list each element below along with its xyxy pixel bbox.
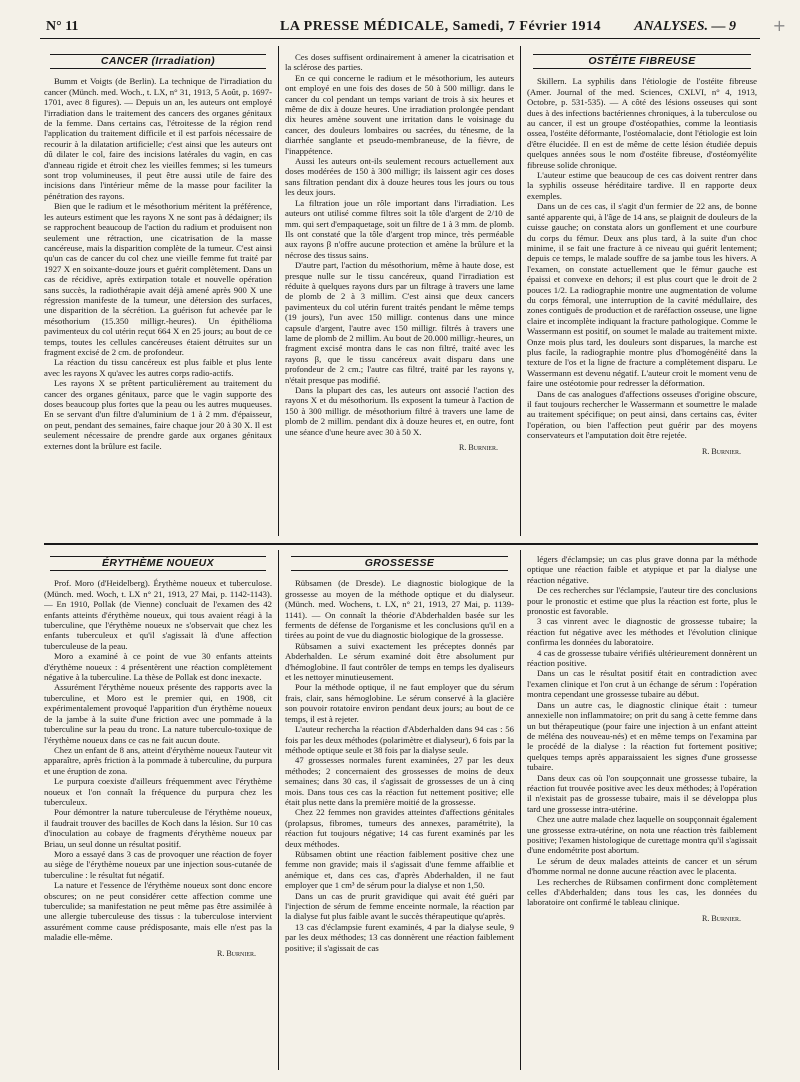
signature: R. Burnier. xyxy=(216,948,256,958)
column-divider xyxy=(520,46,521,536)
column-erytheme xyxy=(44,554,272,1074)
article-paragraph: D'autre part, l'action du mésothorium, même à haute dose, est presque nulle sur le tissu cancéreux, quand l'irradiation est réduite à quelques rayons durs par un filtrage à travers une lame de plomb de 2 à 3 millim. C'est ainsi que deux cancers pavimenteux du col utérin furent traités pendant le même temps (19 jours), l'un avec 150 milligr. contenus dans une mince capsule d'argent, l'autre avec 150 milligr. filtrés à travers une lame de plomb de 2 millim. Au bout de 20.000 milligr.-heures, un fragment excisé montra dans le cas non filtré, traité avec les rayons β, que le tissu cancéreux avait disparu dans une profondeur de 2 cm.; l'autre cas filtré, traité par les rayons γ, n'était presque pas modifié. xyxy=(285,260,514,385)
journal-title: LA PRESSE MÉDICALE, Samedi, 7 Février 1914 xyxy=(280,19,601,34)
article-paragraph: L'auteur estime que beaucoup de ces cas doivent rentrer dans la syphilis osseuse héréditaire tardive. Il en rapporte deux exemples. xyxy=(527,170,757,201)
page-header xyxy=(40,16,760,39)
rubric-osteite: OSTÉITE FIBREUSE xyxy=(533,54,751,69)
rubric-cancer: CANCER (Irradiation) xyxy=(50,54,266,69)
article-paragraph: Bumm et Voigts (de Berlin). La technique de l'irradiation du cancer (Münch. med. Woch., t. LX, n° 31, 1913, 5 Août, p. 1697-1701, avec 8 figures). — Depuis un an, les auteurs ont employé l'irradiation dans le traitement des cancers des organes génitaux de la femme. Dans certains cas, l'étroitesse de la région rend l'application du traitement difficile et il est parfois nécessaire de recourir à la dilatation artificielle; c'est ainsi que les auteurs ont dû dilater le col, faire des incisions latérales du vagin, en cas d'anneau rigide et étroit chez les vieilles femmes; si les tumeurs sont trop volumineuses, il peut être aussi utile de faire des incisions dans l'intérieur même de la masse pour faciliter la pénétration des rayons. xyxy=(44,76,272,201)
signature: R. Burnier. xyxy=(701,913,741,923)
article-paragraph: 47 grossesses normales furent examinées, 27 par les deux méthodes; 2 concernaient des grossesses de moins de deux semaines; dans 30 cas, il s'agissait de grossesses de un à cinq mois. Dans tous ces cas la réaction fut nettement positive; elle était plus nette dans la première moitié de la grossesse. xyxy=(285,755,514,807)
column-grossesse-cont xyxy=(527,554,757,1074)
article-paragraph: Ces doses suffisent ordinairement à amener la cicatrisation et la sclérose des parties. xyxy=(285,52,514,73)
article-paragraph: Bien que le radium et le mésothorium méritent la préférence, les auteurs estiment que les rayons X ne sont pas à dédaigner; ils se rapprochent beaucoup de l'action du radium et produisent non seulement une rétraction, une cicatrisation de la masse cancéreuse, mais la disparition complète de la tumeur. C'est ainsi qu'un cas de cancer du col chez une vieille femme fut traité par 1927 X en soixante-douze jours et guérit complètement. Dans un cas de récidive, après extirpation totale et nouvelle opération sans succès, la radiothérapie avait déjà amené après 900 X une régression manifeste de la tumeur, une détersion des surfaces, une disparition de la sécrétion. La guérison fut achevée par le mésothorium (15.350 milligr.-heures). Un épithélioma pavimenteux du col utérin reçut 664 X en 25 jours; au bout de ce temps, toutes les cellules cancéreuses étaient détruites sur un fragment excisé de 2 cm. de profondeur. xyxy=(44,201,272,357)
article-paragraph: Rübsamen (de Dresde). Le diagnostic biologique de la grossesse au moyen de la méthode optique et du dialyseur. (Münch. med. Wochens, t. LX, n° 21, 1913, 27 Mai, p. 1139-1141). — On connaît la théorie d'Abderhalden basée sur les ferments de défense de l'organisme et les conclusions qu'il en a tirées au point de vue du diagnostic biologique de la grossesse. xyxy=(285,578,514,641)
article-paragraph: Moro a examiné à ce point de vue 30 enfants atteints d'érythème noueux : 4 présentèrent une réaction complètement négative à la tuberculine. La thèse de Pollak est donc inexacte. xyxy=(44,651,272,683)
article-paragraph: Rübsamen a suivi exactement les préceptes donnés par Abderhalden. Le sérum examiné doit être absolument pur d'hémoglobine. Il faut contrôler de temps en temps les dyaliseurs et les nettoyer minutieusement. xyxy=(285,640,514,683)
signature: R. Burnier. xyxy=(458,443,498,453)
page-number: N° 11 xyxy=(46,19,79,34)
rubric-erytheme: ÉRYTHÈME NOUEUX xyxy=(50,556,266,571)
article-paragraph: Aussi les auteurs ont-ils seulement recours actuellement aux doses modérées de 150 à 300 milligr; ils laissent agir ces doses sans filtration pendant dix à douze heures tous les jours ou tous les deux jours. xyxy=(285,156,514,198)
column-grossesse xyxy=(285,554,514,1074)
column-divider xyxy=(278,46,279,536)
article-paragraph: Chez 22 femmes non gravides atteintes d'affections génitales (prolapsus, fibromes, tumeurs des annexes, paramétrite), la réaction fut toujours négative; 14 cas furent examinés par les deux méthodes. xyxy=(285,807,514,849)
article-paragraph: Dans la plupart des cas, les auteurs ont associé l'action des rayons X et du mésothorium. Ils exposent la tumeur à l'action de 150 à 300 milligr. de mésothorium filtré à travers une lame de plomb de 2 millim. pendant dix à douze heures et, en outre, font une séance d'une heure avec 30 à 50 X. xyxy=(285,385,514,437)
article-paragraph: Dans deux cas où l'on soupçonnait une grossesse tubaire, la réaction fut trouvée positive avec les deux méthodes; à l'opération il n'existait pas de grossesse tubaire, mais il se développa plus tard une grossesse intra-utérine. xyxy=(527,772,757,814)
article-paragraph: La réaction du tissu cancéreux est plus faible et plus lente avec les rayons X qu'avec les autres corps radio-actifs. xyxy=(44,357,272,378)
column-divider xyxy=(520,550,521,1070)
margin-mark: + xyxy=(772,16,786,35)
article-paragraph: En ce qui concerne le radium et le mésothorium, les auteurs ont employé en une fois des doses de 50 à 500 milligr. dans le cancer du col pendant un temps variant de trois à six heures et même de dix à douze heures. Une irradiation prolongée pendant dix heures amène souvent une irritation dans le voisinage du cancer, des douleurs lombaires ou sacrées, du ténesme, de la diarrhée sanglante et pseudo-membraneuse, de la fièvre, de l'inappétence. xyxy=(285,72,514,156)
article-paragraph: Pour démontrer la nature tuberculeuse de l'érythème noueux, il faudrait trouver des bacilles de Koch dans la lésion. Sur 10 cas d'inoculation au cobaye de fragments d'érythème noueux par Briau, un seul donne un résultat positif. xyxy=(44,807,272,849)
article-paragraph: Moro a essayé dans 3 cas de provoquer une réaction de foyer au siège de l'érythème noueux par une injection sous-cutanée de tuberculine : le résultat fut négatif. xyxy=(44,848,272,880)
article-paragraph: Skillern. La syphilis dans l'étiologie de l'ostéite fibreuse (Amer. Journal of the med. Sciences, CXLVI, n° 4, 1913, Octobre, p. 531-535). — A côté des lésions osseuses qui sont dues à des infections bactériennes chroniques, à la tuberculose ou au cancer, il est un groupe d'ostéopathies, comme la leontiasis ossea, l'ostéite déformante, l'ostéomalacie, dont l'étiologie est loin d'être élucidée. Il en est de même de cette lésion étudiée depuis quelques années sous le nom d'ostéite fibreuse, d'ostéomyélite fibreuse solide chronique. xyxy=(527,76,757,170)
article-paragraph: L'auteur rechercha la réaction d'Abderhalden dans 94 cas : 56 fois par les deux méthodes (polarimètre et dialyseur), 6 fois par la méthode optique seule et 38 fois par la dialyse seule. xyxy=(285,724,514,755)
article-paragraph: légers d'éclampsie; un cas plus grave donna par la méthode optique une réaction faible et atypique et par la dialyse une réaction négative. xyxy=(527,554,757,585)
column-cancer xyxy=(44,52,272,540)
article-paragraph: 13 cas d'éclampsie furent examinés, 4 par la dialyse seule, 9 par les deux méthodes; 13 cas donnèrent une réaction faiblement positive; il s'agissait de cas xyxy=(285,921,514,953)
article-paragraph: La nature et l'essence de l'érythème noueux sont donc encore obscures; on ne peut considérer cette affection comme une tuberculide; sa manifestation ne peut même pas être assimilée à une allergie tuberculeuse des tissus : la tuberculose intervient assurément comme cause prédisposante, mais elle n'est pas la maladie elle-même. xyxy=(44,880,272,943)
article-paragraph: Les recherches de Rübsamen confirment donc complètement celles d'Abderhalden; dans tous les cas, les données du laboratoire ont confirmé le tableau clinique. xyxy=(527,876,757,908)
section-page: ANALYSES. — 9 xyxy=(634,19,736,34)
column-osteite xyxy=(527,52,757,540)
signature: R. Burnier. xyxy=(701,446,741,456)
article-paragraph: Chez un enfant de 8 ans, atteint d'érythème noueux l'auteur vit apparaître, après friction à la pommade à tuberculine, du purpura et une éruption de zona. xyxy=(44,744,272,776)
article-paragraph: Assurément l'érythème noueux présente des rapports avec la tuberculine, et Moro est le premier qui, en 1908, cit expérimentalement provoqué l'apparition d'un érythème noueux de la jambe à la suite d'une friction avec une pommade à la tuberculine sur la peau du tronc. La nature tuberculo-toxique de l'érythème noueux dans ce cas ne fait aucun doute. xyxy=(44,682,272,745)
article-paragraph: Rübsamen obtint une réaction faiblement positive chez une femme non gravide; mais il s'agissait d'une femme affaiblie et anémique et, dans ces cas, d'après Abderhalden, il ne faut employer que 1 cm³ de sérum pour la dialyse et non 1,50. xyxy=(285,848,514,891)
article-paragraph: 3 cas vinrent avec le diagnostic de grossesse tubaire; la réaction fut négative avec les méthodes et l'évolution clinique confirma les données du laboratoire. xyxy=(527,616,757,648)
article-paragraph: Dans un cas de prurit gravidique qui avait été guéri par l'injection de sérum de femme enceinte normale, la réaction par la dialyse fut plus faible avant le succès thérapeutique qu'après. xyxy=(285,890,514,922)
article-paragraph: Chez une autre malade chez laquelle on soupçonnait également une grossesse extra-utérine, on nota une réaction très faiblement positive; l'examen histologique de curettage montra qu'il s'agissait d'une endométrite post abortum. xyxy=(527,814,757,856)
article-paragraph: Prof. Moro (d'Heidelberg). Érythème noueux et tuberculose. (Münch. med. Woch, t. LX n° 21, 1913, 27 Mai, p. 1142-1143). — En 1910, Pollak (de Vienne) concluait de l'examen des 42 enfants atteints d'érythème noueux, qui tous avaient réagi à la tuberculine, que l'érythème noueux ne s'observait que chez les enfants tuberculeux et qu'il s'agissait là d'une affection tuberculeuse de la peau. xyxy=(44,578,272,651)
article-paragraph: Pour la méthode optique, il ne faut employer que du sérum frais, clair, sans hémoglobine. Le sérum conservé à la glacière son pouvoir rotatoire environ pendant deux jours; au bout de ce temps, il est à rejeter. xyxy=(285,682,514,724)
rubric-grossesse: GROSSESSE xyxy=(291,556,508,571)
section-divider xyxy=(44,543,758,545)
article-paragraph: La filtration joue un rôle important dans l'irradiation. Les auteurs ont utilisé comme filtres soit la tôle d'argent de 2/10 de mm. qui sert d'empaquetage, soit un filtre de 1 à 3 mm. de plomb. Ils ont constaté que la tôle d'argent trop mince, très perméable aux rayons β n'offre aucune protection et amène la brûlure et la nécrose des tissus sains. xyxy=(285,197,514,260)
article-paragraph: Dans de cas analogues d'affections osseuses d'origine obscure, il faut toujours rechercher le Wassermann et soumettre le malade au traitement spécifique; on peut ainsi, dans certains cas, éviter l'opération, ou bien l'affection peut guérir par des moyens conservateurs et l'amputation doit être rejetée. xyxy=(527,388,757,441)
column-divider xyxy=(278,550,279,1070)
article-paragraph: Dans un de ces cas, il s'agit d'un fermier de 22 ans, de bonne santé apparente qui, à l'âge de 14 ans, se plaignit de douleurs de la cuisse gauche; on constata alors un gonflement et une courbure du corps du fémur. Deux ans plus tard, à la suite d'un choc minime, il se fait une fracture à ce niveau qui guérit lentement; depuis ce temps, le malade souffre de sa jambe tous les hivers. A l'examen, on constate actuellement que le fémur gauche est épaissi et convexe en dehors; il est plus court que le droit de 2 pouces 1/2. La radiographie montre une augmentation de volume du corps fémoral, une interruption de la cavité médullaire, des zones contiguës de production et de raréfaction osseuse, une ligne claire et incomplète indiquant la fracture pathologique. Comme le Wassermann est positif, on soumet le malade au traitement mixte. Onze mois plus tard, les douleurs sont disparues, la marche est plus facile, la radiographie montre plus d'homogénéité dans la texture de l'os et la ligne de fracture a complètement disparu. Le Wassermann est devenu négatif. L'auteur croit le moment venu de faire une ostéotomie pour redresser la déformation. xyxy=(527,201,757,389)
article-paragraph: Les rayons X se prêtent particulièrement au traitement du cancer des organes génitaux, parce que le vagin supporte des doses beaucoup plus fortes que la peau ou les autres muqueuses. En se servant d'un filtre d'aluminium de 1 à 2 mm. d'épaisseur, on peut, pendant des semaines, faire chaque jour 20 à 30 X. Il est seulement nécessaire de prendre garde aux organes génitaux externes dont la brûlure est facile. xyxy=(44,378,272,451)
article-paragraph: Dans un cas le résultat positif était en contradiction avec l'examen clinique et l'on crut à un échange de sérum : l'opération montra cependant une grossesse tubaire au début. xyxy=(527,668,757,700)
article-paragraph: Dans un autre cas, le diagnostic clinique était : tumeur annexielle non inflammatoire; on prit du sang à cette femme dans un but thérapeutique (pour faire une injection à un enfant atteint de méléna des nouveau-nés) et en même temps on l'examina par le procédé de la dialyse : la réaction fut fortement positive; quelques temps après apparaissaient les signes d'une grossesse tubaire. xyxy=(527,699,757,773)
article-paragraph: Le purpura coexiste d'ailleurs fréquemment avec l'érythème noueux et l'on connaît la fréquence du purpura chez les tuberculeux. xyxy=(44,776,272,807)
article-paragraph: De ces recherches sur l'éclampsie, l'auteur tire des conclusions pour le pronostic et estime que plus la réaction est forte, plus le pronostic est favorable. xyxy=(527,585,757,617)
column-cancer-cont xyxy=(285,52,514,540)
article-paragraph: Le sérum de deux malades atteints de cancer et un sérum d'homme normal ne donne aucune réaction avec le placenta. xyxy=(527,855,757,877)
article-paragraph: 4 cas de grossesse tubaire vérifiés ultérieurement donnèrent un réaction positive. xyxy=(527,647,757,669)
